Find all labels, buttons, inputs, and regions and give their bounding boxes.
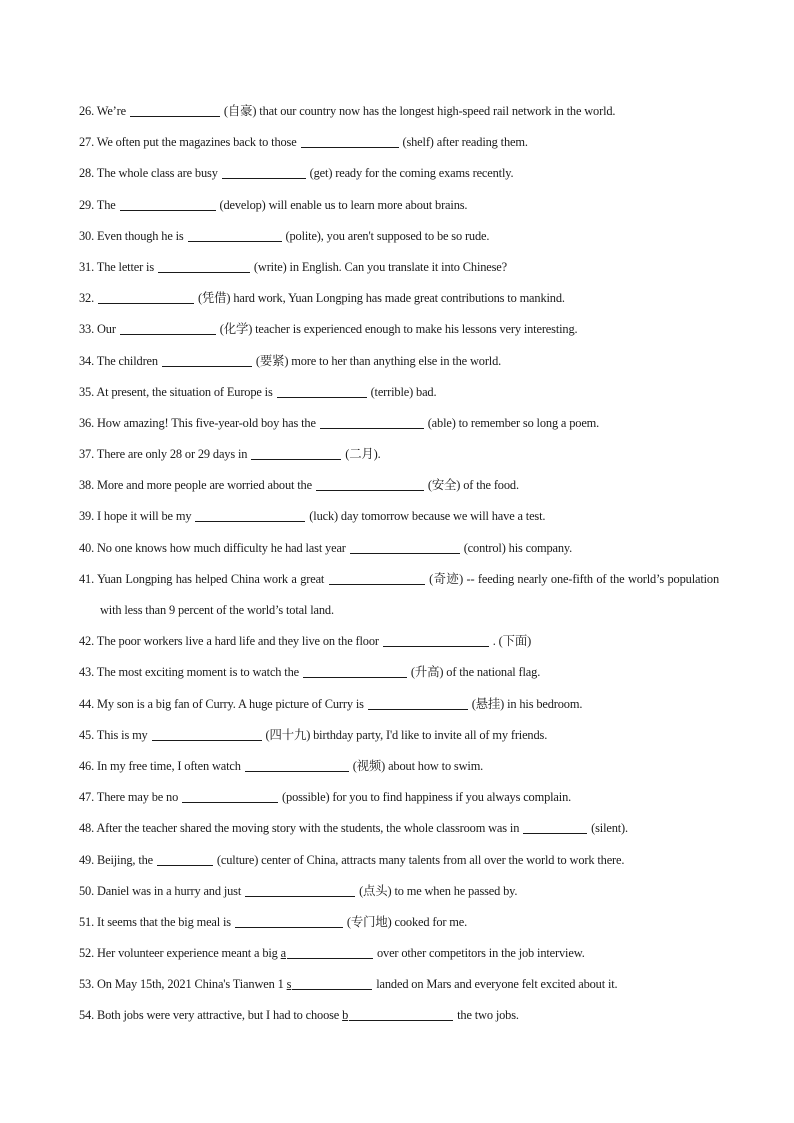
question-item <box>79 782 719 813</box>
question-text-before: Her volunteer experience meant a big <box>97 946 278 961</box>
answer-blank[interactable] <box>162 353 252 367</box>
question-text-after: landed on Mars and everyone felt excited about it. <box>376 977 618 992</box>
question-number: 54. <box>79 1008 95 1023</box>
question-text-before: Even though he is <box>97 228 184 243</box>
question-number: 36. <box>79 415 95 430</box>
question-text-after: (silent). <box>591 821 628 836</box>
question-text-before: Our <box>97 322 116 337</box>
answer-blank[interactable] <box>182 789 278 803</box>
answer-blank[interactable] <box>120 197 216 211</box>
question-number: 47. <box>79 790 95 805</box>
question-text-before: Yuan Longping has helped China work a great <box>97 571 325 586</box>
question-item <box>79 845 719 876</box>
question-text-after: (奇迹) -- feeding nearly one-fifth of the world’s population with less than 9 percent of the world’s total land. <box>100 571 720 618</box>
question-number: 34. <box>79 353 95 368</box>
question-item <box>79 283 719 314</box>
question-text-after: (二月). <box>345 447 381 462</box>
question-number: 41. <box>79 571 95 586</box>
question-text-before: This is my <box>96 727 148 742</box>
question-text-after: (凭借) hard work, Yuan Longping has made great contributions to mankind. <box>197 291 565 306</box>
question-text-before: No one knows how much difficulty he had last year <box>97 540 346 555</box>
question-item <box>79 158 719 189</box>
answer-blank[interactable] <box>320 415 424 429</box>
question-text-before: In my free time, I often watch <box>97 758 241 773</box>
question-item <box>79 127 719 158</box>
blank-hint-letter: s <box>286 977 292 992</box>
answer-blank[interactable] <box>350 540 460 554</box>
answer-blank[interactable] <box>301 134 399 148</box>
question-number: 26. <box>79 104 95 118</box>
answer-blank[interactable] <box>251 446 341 460</box>
question-text-before: The <box>96 197 116 212</box>
question-number: 42. <box>79 634 95 649</box>
question-text-after: (terrible) bad. <box>370 384 437 399</box>
question-text-before: We often put the magazines back to those <box>96 135 297 150</box>
question-text-after: (polite), you aren't supposed to be so rude. <box>285 228 490 243</box>
question-item <box>79 501 719 532</box>
question-text-after: (要紧) more to her than anything else in the world. <box>255 353 502 368</box>
answer-blank[interactable] <box>245 883 355 897</box>
question-text-before: My son is a big fan of Curry. A huge picture of Curry is <box>97 696 364 711</box>
question-item <box>79 96 719 127</box>
question-text-after: (悬挂) in his bedroom. <box>471 696 583 711</box>
question-number: 30. <box>79 228 95 243</box>
question-text-before: After the teacher shared the moving story with the students, the whole classroom was in <box>96 821 520 836</box>
question-number: 27. <box>79 135 95 150</box>
question-text-before: Daniel was in a hurry and just <box>97 883 242 898</box>
question-item <box>79 907 719 938</box>
question-text-after: (culture) center of China, attracts many talents from all over the world to work there. <box>216 852 625 867</box>
question-text-after: (化学) teacher is experienced enough to make his lessons very interesting. <box>219 322 578 337</box>
question-item <box>79 252 719 283</box>
question-item <box>79 190 719 221</box>
question-item <box>79 938 719 969</box>
answer-blank[interactable] <box>383 633 489 647</box>
answer-blank[interactable] <box>245 758 349 772</box>
question-text-after: (四十九) birthday party, I'd like to invite all of my friends. <box>265 727 548 742</box>
question-text-before: Both jobs were very attractive, but I had to choose <box>97 1008 340 1023</box>
question-text-after: (自豪) that our country now has the longest high-speed rail network in the world. <box>223 104 616 118</box>
question-text-after: (安全) of the food. <box>427 478 519 493</box>
question-text-before: There are only 28 or 29 days in <box>96 447 248 462</box>
question-text-after: (get) ready for the coming exams recently. <box>309 166 514 181</box>
question-item <box>79 813 719 844</box>
question-text-after: . (下面) <box>492 634 532 649</box>
question-number: 31. <box>79 259 95 274</box>
answer-blank[interactable] <box>287 945 373 959</box>
question-text-after: (develop) will enable us to learn more about brains. <box>219 197 468 212</box>
question-text-after: (control) his company. <box>463 540 573 555</box>
question-item <box>79 533 719 564</box>
question-item <box>79 626 719 657</box>
answer-blank[interactable] <box>368 696 468 710</box>
blank-hint-letter: b <box>342 1008 349 1023</box>
question-item <box>79 408 719 439</box>
answer-blank[interactable] <box>329 571 425 585</box>
question-text-after: (able) to remember so long a poem. <box>427 415 600 430</box>
question-text-after: (专门地) cooked for me. <box>346 914 468 929</box>
question-item <box>79 439 719 470</box>
question-number: 43. <box>79 665 95 680</box>
question-text-after: the two jobs. <box>457 1008 519 1023</box>
question-item <box>79 969 719 1000</box>
question-text-before: More and more people are worried about the <box>97 478 312 493</box>
question-number: 53. <box>79 977 95 992</box>
question-text-after: (点头) to me when he passed by. <box>359 883 518 898</box>
question-number: 29. <box>79 197 95 212</box>
question-text-before: The most exciting moment is to watch the <box>96 665 299 680</box>
question-text-before: It seems that the big meal is <box>97 914 231 929</box>
question-item <box>79 876 719 907</box>
question-text-before: Beijing, the <box>97 852 154 867</box>
answer-blank[interactable] <box>235 914 343 928</box>
answer-blank[interactable] <box>277 384 367 398</box>
question-item <box>79 720 719 751</box>
question-item <box>79 751 719 782</box>
question-item <box>79 657 719 688</box>
question-text-after: (视频) about how to swim. <box>352 758 484 773</box>
question-text-after: (write) in English. Can you translate it into Chinese? <box>253 259 508 274</box>
answer-blank[interactable] <box>349 1007 453 1021</box>
answer-blank[interactable] <box>523 820 587 834</box>
question-number: 51. <box>79 914 95 929</box>
question-item <box>79 689 719 720</box>
question-text-before: The whole class are busy <box>96 166 218 181</box>
question-text-after: (shelf) after reading them. <box>402 135 528 150</box>
question-item <box>79 346 719 377</box>
answer-blank[interactable] <box>157 852 213 866</box>
question-item <box>79 564 719 626</box>
question-text-before: The letter is <box>96 259 155 274</box>
question-text-before: I hope it will be my <box>97 509 192 524</box>
question-text-before: There may be no <box>96 790 179 805</box>
question-item <box>79 377 719 408</box>
question-text-before: How amazing! This five-year-old boy has the <box>97 415 316 430</box>
question-number: 32. <box>79 291 95 306</box>
question-text-before: We’re <box>96 104 126 118</box>
answer-blank[interactable] <box>222 165 306 179</box>
question-item <box>79 470 719 501</box>
question-text-after: (升高) of the national flag. <box>410 665 541 680</box>
question-number: 49. <box>79 852 95 867</box>
question-text-before: On May 15th, 2021 China's Tianwen 1 <box>97 977 284 992</box>
answer-blank[interactable] <box>188 228 282 242</box>
blank-hint-letter: a <box>280 946 287 961</box>
question-number: 38. <box>79 478 95 493</box>
question-item <box>79 221 719 252</box>
question-number: 50. <box>79 883 95 898</box>
question-number: 37. <box>79 447 95 462</box>
answer-blank[interactable] <box>316 477 424 491</box>
answer-blank[interactable] <box>152 727 262 741</box>
question-number: 45. <box>79 727 95 742</box>
answer-blank[interactable] <box>303 664 407 678</box>
question-item <box>79 1000 719 1031</box>
answer-blank[interactable] <box>292 976 372 990</box>
question-text-after: over other competitors in the job interview. <box>376 946 585 961</box>
question-text-after: (possible) for you to find happiness if you always complain. <box>282 790 572 805</box>
question-text-before: The poor workers live a hard life and they live on the floor <box>96 634 379 649</box>
answer-blank[interactable] <box>195 508 305 522</box>
question-number: 40. <box>79 540 95 555</box>
question-list <box>79 96 719 1032</box>
answer-blank[interactable] <box>98 290 194 304</box>
question-number: 46. <box>79 758 95 773</box>
answer-blank[interactable] <box>158 259 250 273</box>
question-number: 35. <box>79 384 95 399</box>
answer-blank[interactable] <box>130 103 220 117</box>
question-number: 33. <box>79 322 95 337</box>
question-number: 44. <box>79 696 95 711</box>
question-number: 39. <box>79 509 95 524</box>
question-text-before: The children <box>96 353 158 368</box>
question-item <box>79 314 719 345</box>
question-text-before: At present, the situation of Europe is <box>96 384 273 399</box>
answer-blank[interactable] <box>120 321 216 335</box>
question-number: 52. <box>79 946 95 961</box>
question-number: 48. <box>79 821 95 836</box>
question-text-after: (luck) day tomorrow because we will have a test. <box>309 509 546 524</box>
question-number: 28. <box>79 166 95 181</box>
